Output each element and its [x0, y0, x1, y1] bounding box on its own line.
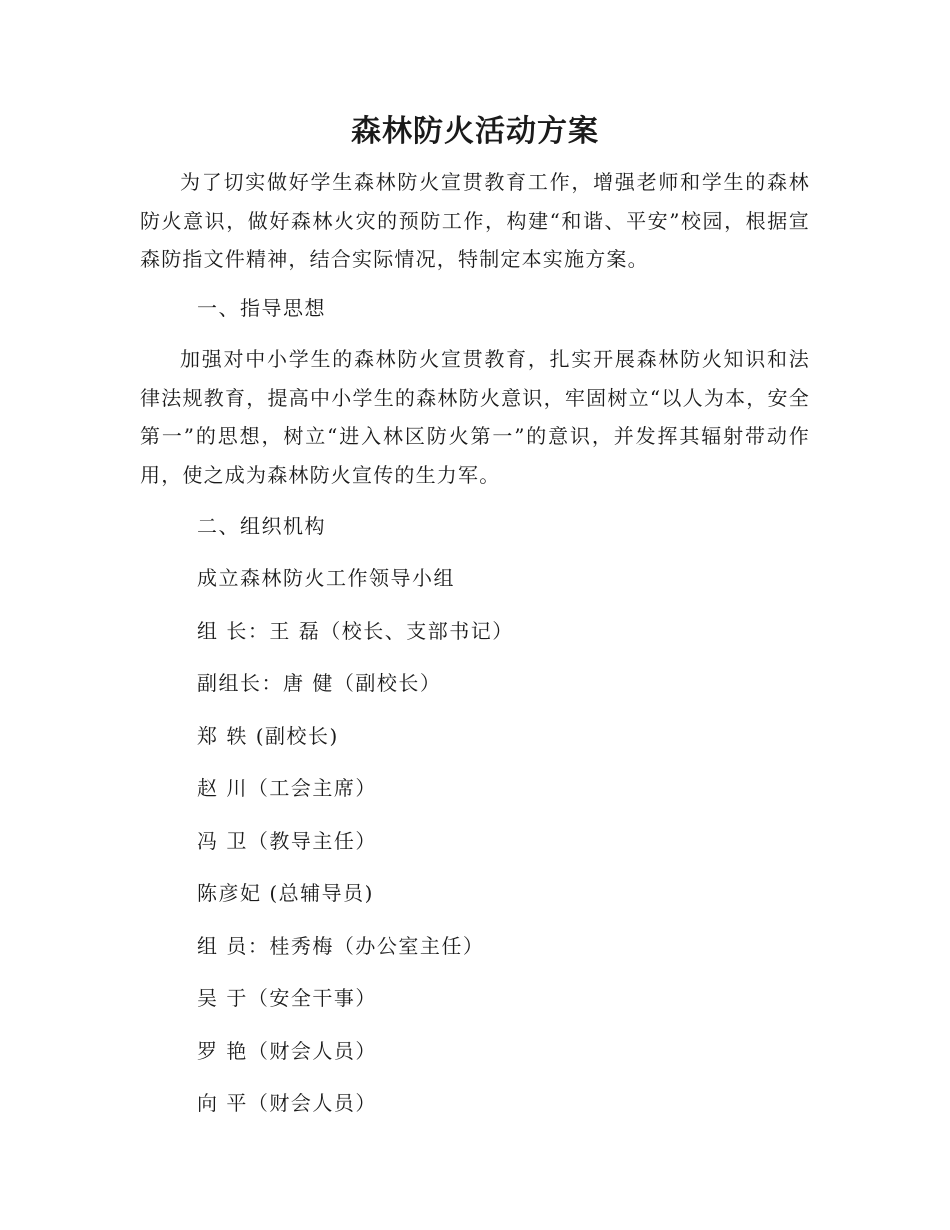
- member-line: 向 平（财会人员）: [197, 1091, 377, 1115]
- document-title: 森林防火活动方案: [351, 114, 599, 149]
- member-line: 吴 于（安全干事）: [197, 986, 377, 1010]
- member-line: 赵 川（工会主席）: [197, 776, 377, 800]
- member-line: 冯 卫（教导主任）: [197, 829, 377, 853]
- group-intro-line: 成立森林防火工作领导小组: [197, 566, 455, 590]
- guiding-ideology-paragraph: 加强对中小学生的森林防火宣贯教育，扎实开展森林防火知识和法律法规教育，提高中小学生的森林防火意识，牢固树立“以人为本，安全第一”的思想，树立“进入林区防火第一”的意识，并发挥其辐射带动作用，使之成为森林防火宣传的生力军。: [140, 347, 810, 487]
- member-line: 组 员：桂秀梅（办公室主任）: [197, 934, 485, 958]
- section-heading-guiding-ideology: 一、指导思想: [197, 296, 326, 320]
- member-line: 陈彦妃 (总辅导员): [197, 881, 374, 905]
- member-line: 副组长：唐 健（副校长）: [197, 671, 442, 695]
- intro-paragraph: 为了切实做好学生森林防火宣贯教育工作，增强老师和学生的森林防火意识，做好森林火灾的预防工作，构建“和谐、平安”校园，根据宣森防指文件精神，结合实际情况，特制定本实施方案。: [140, 170, 810, 271]
- member-line: 组 长：王 磊（校长、支部书记）: [197, 619, 514, 643]
- section-heading-organization: 二、组织机构: [197, 514, 326, 538]
- member-line: 罗 艳（财会人员）: [197, 1039, 377, 1063]
- member-line: 郑 轶 (副校长): [197, 724, 339, 748]
